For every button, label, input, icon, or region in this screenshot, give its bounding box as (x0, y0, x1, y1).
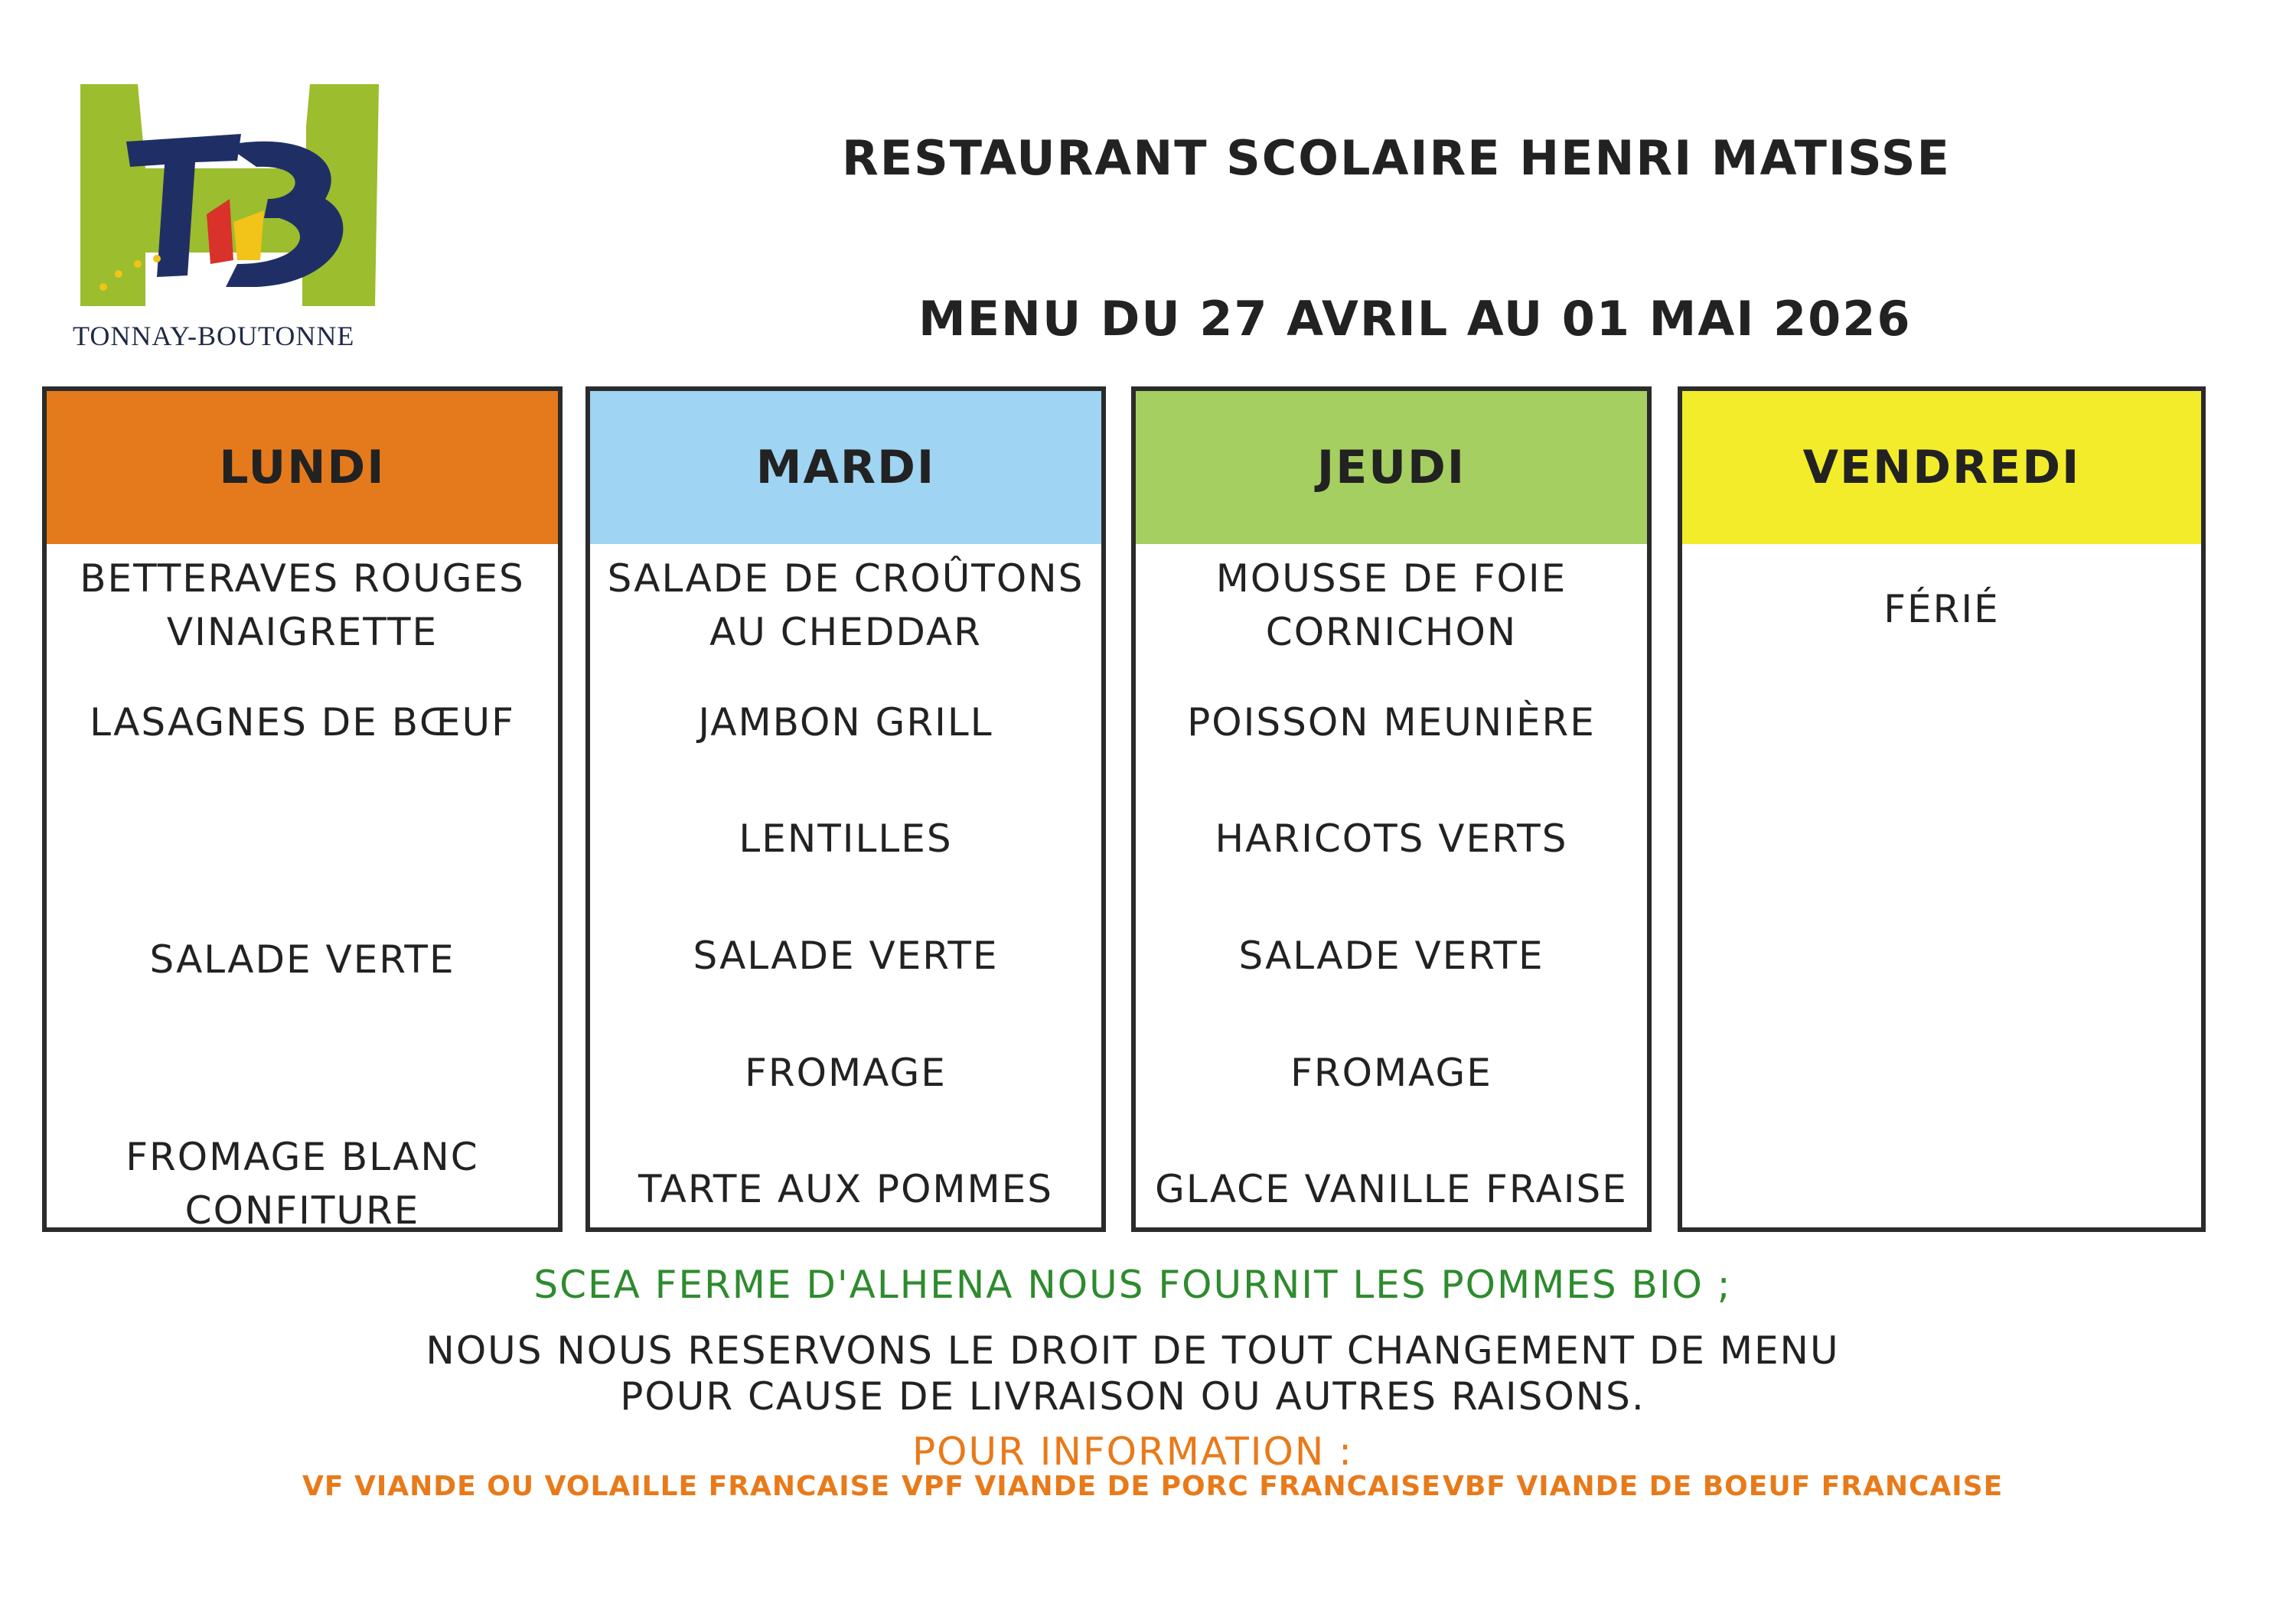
menu-item: CORNICHON (1265, 610, 1518, 654)
supplier-note: SCEA FERME D'ALHENA NOUS FOURNIT LES POMMES BIO ; (533, 1263, 1732, 1307)
disclaimer (0, 1328, 2265, 1419)
day-header-mardi (590, 391, 1101, 544)
menu-item: SALADE VERTE (149, 937, 455, 982)
day-column-jeudi (1131, 386, 1652, 1232)
menu-item: FÉRIÉ (1883, 587, 2000, 631)
day-header-vendredi (1682, 391, 2201, 544)
menu-item: LENTILLES (739, 816, 953, 861)
menu-date-range: MENU DU 27 AVRIL AU 01 MAI 2026 (918, 291, 1912, 347)
day-header-lundi (47, 391, 558, 544)
legend-vpf: VPF VIANDE DE PORC FRANCAISE (902, 1471, 1441, 1502)
menu-item: CONFITURE (184, 1188, 420, 1233)
menu-item: FROMAGE (1290, 1051, 1492, 1095)
day-name: MARDI (755, 441, 936, 494)
menu-item: SALADE DE CROÛTONS (607, 556, 1084, 601)
logo-mark (73, 77, 394, 321)
legend-vf: VF VIANDE OU VOLAILLE FRANCAISE (302, 1471, 891, 1502)
menu-item: TARTE AUX POMMES (638, 1167, 1054, 1211)
logo (73, 77, 394, 360)
menu-item: FROMAGE BLANC (126, 1135, 479, 1179)
day-column-lundi (42, 386, 563, 1232)
menu-item: SALADE VERTE (1238, 934, 1544, 978)
day-column-mardi (585, 386, 1106, 1232)
menu-item: FROMAGE (745, 1051, 947, 1095)
menu-item: LASAGNES DE BŒUF (90, 700, 515, 745)
info-title: POUR INFORMATION : (912, 1429, 1353, 1474)
logo-caption: TONNAY-BOUTONNE (73, 321, 355, 351)
disclaimer-line-1: NOUS NOUS RESERVONS LE DROIT DE TOUT CHANGEMENT DE MENU (426, 1328, 1840, 1373)
menu-item: AU CHEDDAR (709, 610, 982, 654)
disclaimer-line-2: POUR CAUSE DE LIVRAISON OU AUTRES RAISONS. (620, 1374, 1645, 1419)
menu-item: JAMBON GRILL (698, 700, 993, 745)
legend-vbf: VBF VIANDE DE BOEUF FRANCAISE (1443, 1471, 2004, 1502)
menu-item: BETTERAVES ROUGES (80, 556, 525, 601)
day-name: VENDREDI (1802, 441, 2081, 494)
day-name: JEUDI (1316, 441, 1466, 494)
menu-item: POISSON MEUNIÈRE (1187, 700, 1596, 745)
menu-item: MOUSSE DE FOIE (1215, 556, 1567, 601)
page-title: RESTAURANT SCOLAIRE HENRI MATISSE (842, 130, 1951, 186)
day-column-vendredi (1678, 386, 2206, 1232)
menu-item: GLACE VANILLE FRAISE (1155, 1167, 1628, 1211)
menu-item: SALADE VERTE (693, 934, 999, 978)
day-header-jeudi (1136, 391, 1647, 544)
menu-item: HARICOTS VERTS (1215, 816, 1568, 861)
day-name: LUNDI (219, 441, 386, 494)
menu-item: VINAIGRETTE (166, 610, 439, 654)
